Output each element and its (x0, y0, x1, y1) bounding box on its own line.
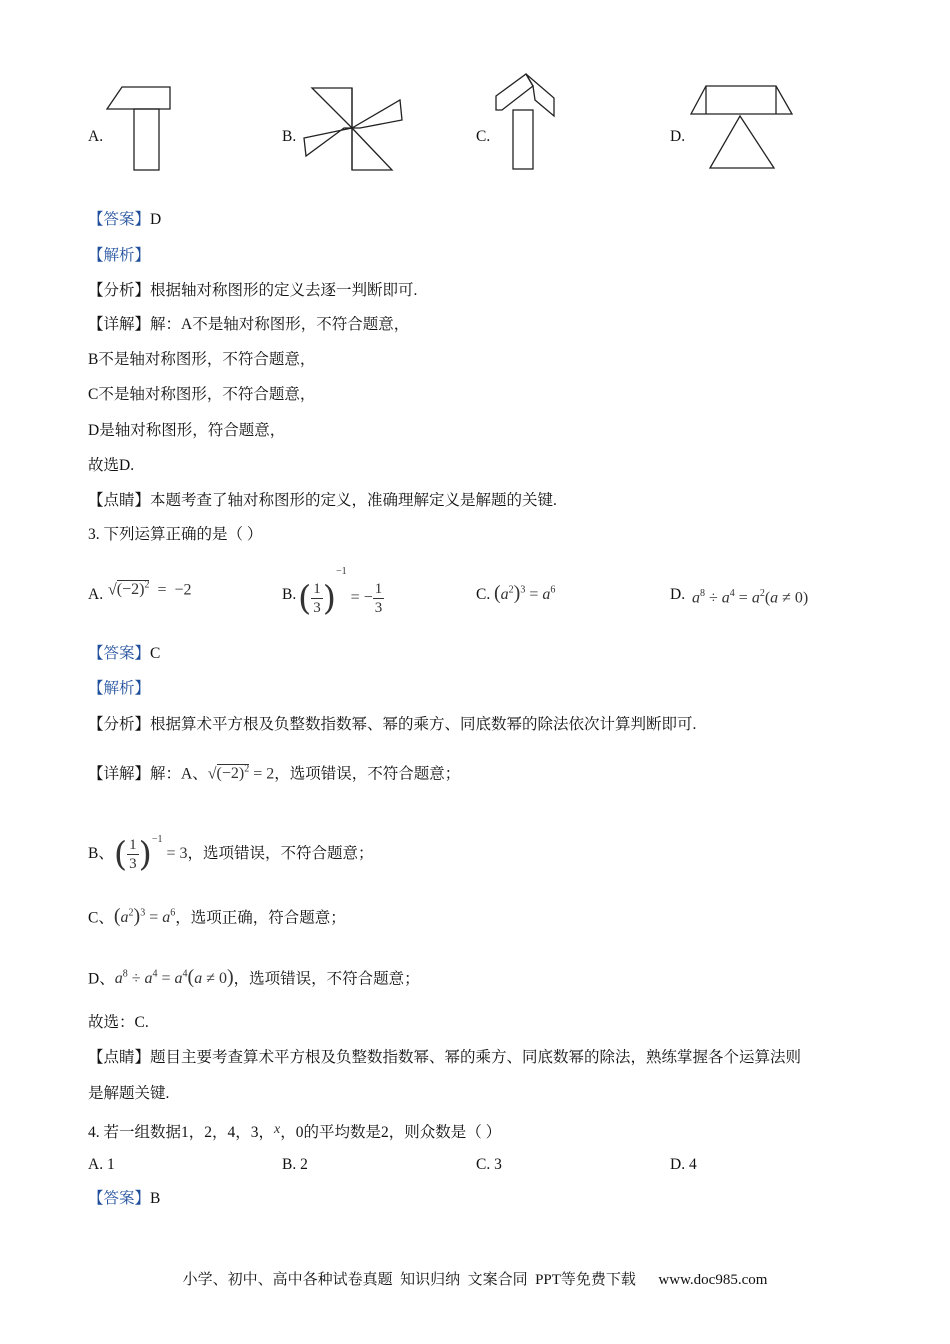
q3-option-a-formula: $√(-2)^2 = -2$ (108, 580, 192, 599)
q2-fenxi: 【分析】根据轴对称图形的定义去逐一判断即可. (88, 282, 418, 299)
q3-option-d-formula: $a^8 \div a^4 = a^2(a \ne 0)$ (692, 588, 809, 607)
q3-option-c-formula: $(a^2)^3 = a^6$ (494, 582, 556, 604)
q4-option-d: D. 4 (670, 1156, 697, 1173)
q2-analysis-tag: 【解析】 (88, 247, 151, 264)
q3-fenxi: 【分析】根据算术平方根及负整数指数幂、幂的乘方、同底数幂的除法依次计算判断即可. (88, 716, 697, 733)
q3-comment: 【点睛】题目主要考查算术平方根及负整数指数幂、幂的乘方、同底数幂的除法，熟练掌握各个运算法则 (88, 1049, 802, 1066)
q3-option-c-label: C. (476, 586, 491, 603)
q3-option-d-label: D. (670, 586, 686, 603)
q3-detail-c-formula: $(a^2)^3 = a^6$ (113, 905, 176, 928)
q3-comment-cont: 是解题关键. (88, 1085, 170, 1102)
q4-stem: 4. 若一组数据1，2，4，3，x，0的平均数是2，则众数是（ ） (88, 1122, 502, 1141)
q3-option-b-formula: ( $\frac{1}{3}$ )$^{-1}$ = − $\frac{1}{3}$ (298, 566, 383, 619)
q3-detail-d-formula: $a^8 \div a^4 = a^4(a \ne 0)$ (114, 966, 234, 989)
arrow-figure-icon (492, 70, 562, 174)
q3-option-a-label: A. (88, 586, 104, 603)
q2-answer: 【答案】D (88, 211, 162, 228)
q4-option-b: B. 2 (282, 1156, 308, 1173)
page-footer: 小学、初中、高中各种试卷真题 知识归纳 文案合同 PPT等免费下载 www.doc985.com (182, 1272, 768, 1288)
q2-detail-b: B不是轴对称图形，不符合题意， (88, 351, 316, 368)
pinwheel-figure-icon (300, 84, 408, 176)
q3-conclusion: 故选：C. (88, 1014, 149, 1031)
option-c-label: C. (476, 128, 491, 145)
q3-detail-b-formula: ( $\frac{1}{3}$ )$^{-1}$ = 3 (113, 834, 188, 875)
q3-answer: 【答案】C (88, 645, 161, 662)
q3-detail-a: 【详解】解：A、$√(-2)^2 = 2$，选项错误，不符合题意； (88, 764, 461, 783)
q2-detail-c: C不是轴对称图形，不符合题意， (88, 386, 316, 403)
t-shape-figure-icon (104, 84, 176, 176)
q2-conclusion: 故选D. (88, 457, 135, 474)
q3-detail-a-formula: $√(-2)^2 = 2$ (207, 764, 275, 783)
q4-option-a: A. 1 (88, 1156, 115, 1173)
q3-detail-b: B、( $\frac{1}{3}$ )$^{-1}$ = 3，选项错误，不符合题意； (88, 834, 374, 875)
q4-option-c: C. 3 (476, 1156, 502, 1173)
q3-analysis-tag: 【解析】 (88, 680, 151, 697)
option-a-label: A. (88, 128, 104, 145)
q3-stem: 3. 下列运算正确的是（ ） (88, 526, 263, 543)
q3-option-b-label: B. (282, 586, 297, 603)
q4-answer: 【答案】B (88, 1190, 161, 1207)
q2-comment: 【点睛】本题考查了轴对称图形的定义，准确理解定义是解题的关键. (88, 492, 557, 509)
option-d-label: D. (670, 128, 686, 145)
table-triangle-figure-icon (688, 83, 796, 173)
q2-detail-d: D是轴对称图形，符合题意， (88, 422, 286, 439)
option-b-label: B. (282, 128, 297, 145)
q2-detail: 【详解】解：A不是轴对称图形，不符合题意， (88, 316, 410, 333)
q3-detail-c: C、$(a^2)^3 = a^6$，选项正确，符合题意； (88, 905, 346, 928)
q3-detail-d: D、$a^8 \div a^4 = a^4(a \ne 0)$，选项错误，不符合题意； (88, 966, 420, 989)
